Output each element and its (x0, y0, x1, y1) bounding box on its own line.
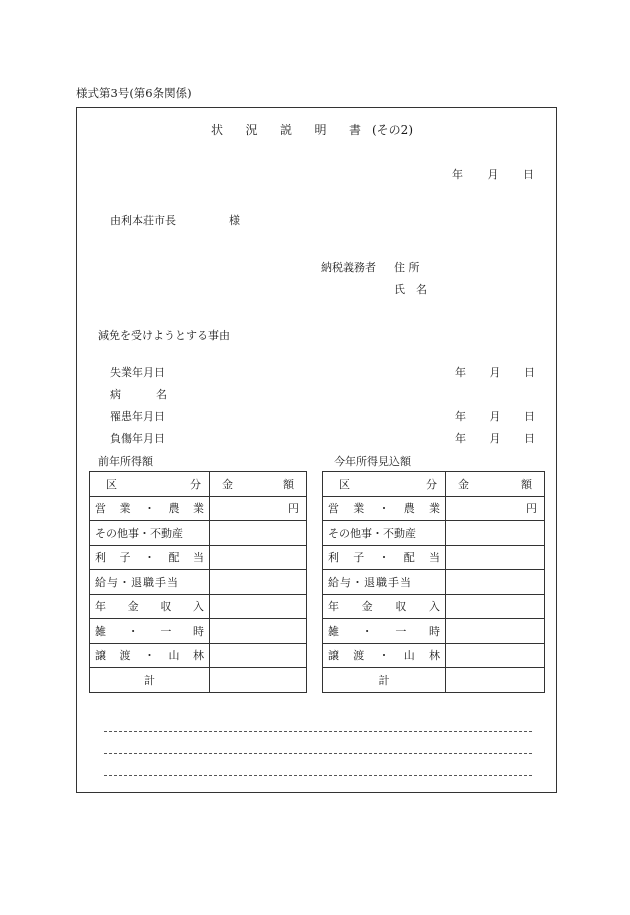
category-header: 区 分 (323, 472, 446, 497)
reason-heading: 減免を受けようとする事由 (98, 329, 230, 342)
table-row (323, 521, 545, 546)
amount-field[interactable]: 円 (210, 496, 307, 521)
addressee-name: 由利本荘市長 (110, 214, 176, 227)
title-char: 説 (279, 123, 292, 137)
total-label: 計 (323, 668, 446, 693)
table-row (90, 643, 307, 668)
table-row (90, 496, 307, 521)
title-char: 況 (245, 123, 258, 137)
category-transfer-forest: 譲 渡 ・ 山 林 (323, 643, 446, 668)
document-title (211, 121, 361, 138)
date-day-label: 日 (524, 410, 535, 423)
remarks-line[interactable] (104, 775, 532, 776)
category-interest-dividends: 利 子 ・ 配 当 (323, 545, 446, 570)
date-year-label: 年 (452, 168, 463, 181)
remarks-line[interactable] (104, 731, 532, 732)
date-month-label: 月 (489, 366, 501, 379)
amount-field[interactable] (446, 570, 545, 595)
total-amount-field[interactable] (210, 668, 307, 693)
amount-field[interactable] (210, 643, 307, 668)
table-row (323, 570, 545, 595)
category-transfer-forest: 譲 渡 ・ 山 林 (90, 643, 210, 668)
amount-field[interactable] (446, 521, 545, 546)
name-char: 氏 (394, 283, 405, 296)
amount-field[interactable] (446, 619, 545, 644)
reason-item-injury-date: 負傷年月日 (110, 432, 165, 445)
table-header-row (90, 472, 307, 497)
amount-field[interactable] (446, 545, 545, 570)
date-year-label: 年 (455, 410, 466, 423)
taxpayer-label: 納税義務者 (321, 261, 376, 274)
date-year-label: 年 (455, 366, 466, 379)
title-char: 書 (348, 123, 361, 137)
category-interest-dividends: 利 子 ・ 配 当 (90, 545, 210, 570)
category-misc-temporary: 雑 ・ 一 時 (323, 619, 446, 644)
reason-item-unemployment-date (455, 364, 535, 380)
amount-field[interactable]: 円 (446, 496, 545, 521)
amount-field[interactable] (446, 643, 545, 668)
reason-item-injury-date-fields (455, 430, 535, 446)
title-char: 状 (211, 123, 224, 137)
total-label: 計 (90, 668, 210, 693)
category-business-agriculture: 営 業 ・ 農 業 (323, 496, 446, 521)
date-month-label: 月 (489, 432, 501, 445)
expected-income-title: 今年所得見込額 (334, 455, 411, 468)
category-salary-retirement: 給与・退職手当 (323, 570, 446, 595)
amount-field[interactable] (446, 594, 545, 619)
table-row (90, 521, 307, 546)
amount-field[interactable] (210, 521, 307, 546)
date-day-label: 日 (523, 168, 534, 181)
table-row (323, 643, 545, 668)
date-day-label: 日 (524, 366, 535, 379)
table-row (90, 619, 307, 644)
category-misc-temporary: 雑 ・ 一 時 (90, 619, 210, 644)
submission-date (452, 166, 534, 182)
category-other-real-estate: その他事・不動産 (323, 521, 446, 546)
table-total-row (323, 668, 545, 693)
table-row (323, 594, 545, 619)
expected-income-table (322, 471, 545, 693)
category-pension-income: 年 金 収 入 (90, 594, 210, 619)
date-month-label: 月 (489, 410, 501, 423)
amount-field[interactable] (210, 545, 307, 570)
table-total-row (90, 668, 307, 693)
category-pension-income: 年 金 収 入 (323, 594, 446, 619)
table-header-row (323, 472, 545, 497)
document-title-suffix: (その2) (372, 123, 413, 137)
category-header: 区 分 (90, 472, 210, 497)
table-row (323, 619, 545, 644)
taxpayer-address-label: 住 所 (394, 261, 420, 274)
previous-income-title: 前年所得額 (98, 455, 153, 468)
title-char: 明 (314, 123, 327, 137)
amount-field[interactable] (210, 570, 307, 595)
amount-field[interactable] (210, 594, 307, 619)
table-row (323, 545, 545, 570)
date-year-label: 年 (455, 432, 466, 445)
remarks-line[interactable] (104, 753, 532, 754)
date-month-label: 月 (487, 168, 499, 181)
reason-item-illness-date: 罹患年月日 (110, 410, 165, 423)
addressee-honorific: 様 (229, 214, 240, 227)
table-row (90, 594, 307, 619)
name-char: 名 (416, 283, 427, 296)
date-day-label: 日 (524, 432, 535, 445)
previous-income-table (89, 471, 307, 693)
reason-item-disease-name (110, 386, 167, 402)
amount-header: 金 額 (210, 472, 307, 497)
table-row (90, 570, 307, 595)
amount-header: 金 額 (446, 472, 545, 497)
reason-item-unemployment: 失業年月日 (110, 366, 165, 379)
reason-item-illness-date-fields (455, 408, 535, 424)
category-business-agriculture: 営 業 ・ 農 業 (90, 496, 210, 521)
category-salary-retirement: 給与・退職手当 (90, 570, 210, 595)
taxpayer-name-label (394, 281, 427, 297)
form-number-label: 様式第3号(第6条関係) (76, 86, 192, 100)
amount-field[interactable] (210, 619, 307, 644)
total-amount-field[interactable] (446, 668, 545, 693)
disease-char: 名 (156, 388, 167, 401)
table-row (90, 545, 307, 570)
table-row (323, 496, 545, 521)
disease-char: 病 (110, 388, 121, 401)
category-other-real-estate: その他事・不動産 (90, 521, 210, 546)
